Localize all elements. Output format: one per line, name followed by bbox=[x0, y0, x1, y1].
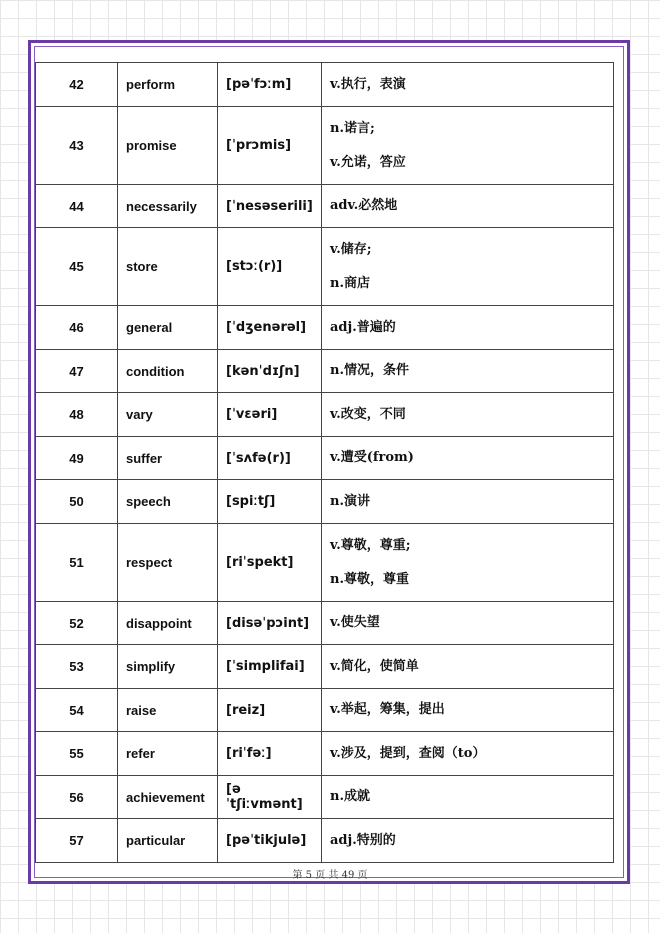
entry-definition bbox=[322, 350, 614, 393]
entry-number: 46 bbox=[36, 306, 118, 350]
entry-pronunciation: [ˈsʌfə(r)] bbox=[218, 437, 322, 480]
entry-word: suffer bbox=[118, 437, 218, 480]
entry-pronunciation: [ˈsimplifai] bbox=[218, 645, 322, 689]
table-row bbox=[36, 480, 614, 524]
entry-number: 53 bbox=[36, 645, 118, 689]
entry-pronunciation: [ˈprɔmis] bbox=[218, 107, 322, 185]
entry-number: 43 bbox=[36, 107, 118, 185]
table-row bbox=[36, 350, 614, 393]
entry-definition bbox=[322, 228, 614, 306]
entry-pronunciation: [kənˈdɪʃn] bbox=[218, 350, 322, 393]
entry-word: particular bbox=[118, 819, 218, 863]
entry-pronunciation: [ˈnesəserili] bbox=[218, 185, 322, 228]
entry-word: necessarily bbox=[118, 185, 218, 228]
entry-word: achievement bbox=[118, 776, 218, 819]
entry-pronunciation: [ˈdʒenərəl] bbox=[218, 306, 322, 350]
entry-definition bbox=[322, 437, 614, 480]
entry-number: 42 bbox=[36, 63, 118, 107]
entry-definition bbox=[322, 602, 614, 645]
page-footer: 第 5 页 共 49 页 bbox=[292, 870, 368, 881]
definition-line: v.改变，不同 bbox=[330, 406, 406, 422]
entry-pronunciation: [riˈfəː] bbox=[218, 732, 322, 776]
entry-pronunciation: [disəˈpɔint] bbox=[218, 602, 322, 645]
table-row bbox=[36, 524, 614, 602]
entry-pronunciation: [reiz] bbox=[218, 689, 322, 732]
entry-number: 49 bbox=[36, 437, 118, 480]
definition-line: n.成就 bbox=[330, 789, 370, 804]
entry-number: 54 bbox=[36, 689, 118, 732]
table-row bbox=[36, 645, 614, 689]
entry-word: speech bbox=[118, 480, 218, 524]
entry-number: 52 bbox=[36, 602, 118, 645]
entry-definition bbox=[322, 645, 614, 689]
entry-definition bbox=[322, 107, 614, 185]
entry-definition bbox=[322, 393, 614, 437]
entry-definition bbox=[322, 480, 614, 524]
definition-line: adv.必然地 bbox=[330, 198, 398, 213]
entry-word: promise bbox=[118, 107, 218, 185]
entry-number: 45 bbox=[36, 228, 118, 306]
entry-word: general bbox=[118, 306, 218, 350]
definition-line: v.尊敬，尊重; bbox=[330, 537, 411, 553]
entry-word: condition bbox=[118, 350, 218, 393]
table-row bbox=[36, 602, 614, 645]
definition-line: v.举起，筹集，提出 bbox=[330, 702, 445, 717]
definition-line: adj.特别的 bbox=[330, 832, 396, 848]
entry-number: 57 bbox=[36, 819, 118, 863]
definition-line: v.简化，使简单 bbox=[330, 658, 419, 674]
definition-line: v.涉及，提到，查阅（to） bbox=[330, 745, 486, 761]
table-row bbox=[36, 228, 614, 306]
entry-number: 44 bbox=[36, 185, 118, 228]
definition-line: v.允诺，答应 bbox=[330, 154, 406, 170]
entry-word: respect bbox=[118, 524, 218, 602]
table-row bbox=[36, 776, 614, 819]
definition-line: n.商店 bbox=[330, 275, 370, 291]
table-row bbox=[36, 185, 614, 228]
entry-definition bbox=[322, 819, 614, 863]
entry-definition bbox=[322, 689, 614, 732]
definition-line: n.诺言; bbox=[330, 120, 375, 136]
entry-number: 50 bbox=[36, 480, 118, 524]
entry-number: 47 bbox=[36, 350, 118, 393]
definition-line: n.尊敬，尊重 bbox=[330, 571, 409, 587]
entry-pronunciation: [əˈtʃiːvmənt] bbox=[218, 776, 322, 819]
entry-definition bbox=[322, 306, 614, 350]
entry-pronunciation: [stɔː(r)] bbox=[218, 228, 322, 306]
table-row bbox=[36, 393, 614, 437]
definition-line: n.演讲 bbox=[330, 493, 370, 509]
entry-word: perform bbox=[118, 63, 218, 107]
entry-number: 56 bbox=[36, 776, 118, 819]
table-row bbox=[36, 437, 614, 480]
entry-number: 55 bbox=[36, 732, 118, 776]
entry-word: store bbox=[118, 228, 218, 306]
table-row bbox=[36, 306, 614, 350]
entry-word: vary bbox=[118, 393, 218, 437]
definition-line: v.使失望 bbox=[330, 615, 380, 630]
entry-pronunciation: [riˈspekt] bbox=[218, 524, 322, 602]
entry-definition bbox=[322, 524, 614, 602]
entry-word: raise bbox=[118, 689, 218, 732]
table-row bbox=[36, 732, 614, 776]
entry-pronunciation: [pəˈfɔːm] bbox=[218, 63, 322, 107]
definition-line: n.情况，条件 bbox=[330, 363, 409, 378]
entry-definition bbox=[322, 63, 614, 107]
vocabulary-table bbox=[35, 62, 614, 863]
entry-pronunciation: [ˈvεəri] bbox=[218, 393, 322, 437]
entry-pronunciation: [spiːtʃ] bbox=[218, 480, 322, 524]
entry-word: disappoint bbox=[118, 602, 218, 645]
entry-pronunciation: [pəˈtikjulə] bbox=[218, 819, 322, 863]
entry-number: 48 bbox=[36, 393, 118, 437]
table-row bbox=[36, 63, 614, 107]
definition-line: v.遭受(from) bbox=[330, 450, 414, 465]
entry-word: simplify bbox=[118, 645, 218, 689]
table-row bbox=[36, 819, 614, 863]
entry-definition bbox=[322, 776, 614, 819]
definition-line: v.执行，表演 bbox=[330, 76, 406, 92]
table-row bbox=[36, 689, 614, 732]
table-row bbox=[36, 107, 614, 185]
entry-definition bbox=[322, 732, 614, 776]
entry-word: refer bbox=[118, 732, 218, 776]
definition-line: v.储存; bbox=[330, 241, 372, 257]
entry-number: 51 bbox=[36, 524, 118, 602]
definition-line: adj.普遍的 bbox=[330, 319, 396, 335]
entry-definition bbox=[322, 185, 614, 228]
